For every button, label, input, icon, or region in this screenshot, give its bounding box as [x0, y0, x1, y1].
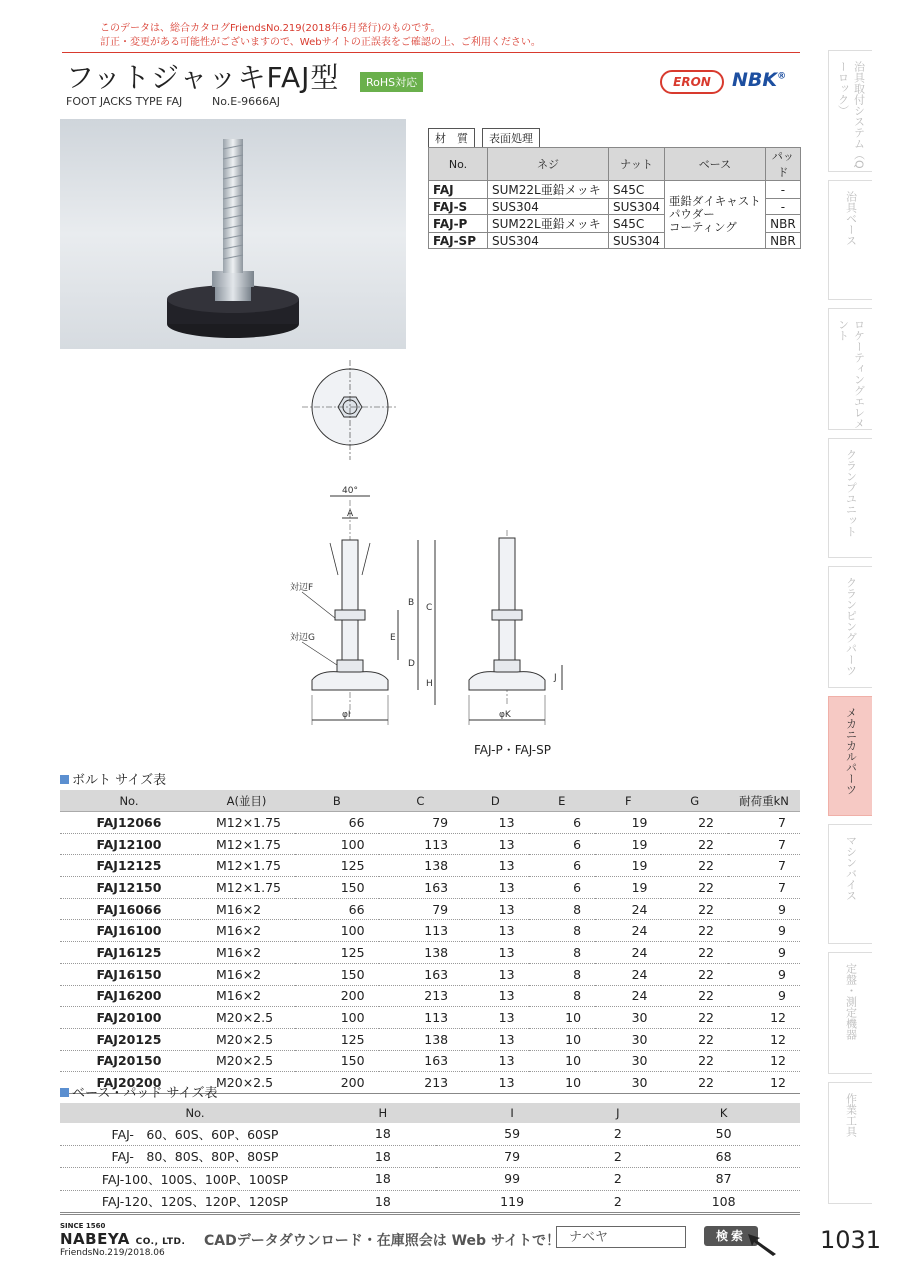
pad-cell-j: 2 [588, 1190, 647, 1213]
bolt-cell-no: FAJ16100 [60, 920, 198, 942]
sidebar-item[interactable]: ロケーティングエレメント [828, 308, 872, 430]
bolt-cell-a: M16×2 [198, 920, 295, 942]
bolt-cell-e: 6 [529, 855, 595, 877]
mat-no: FAJ [429, 181, 488, 199]
bolt-section-title [60, 769, 166, 788]
bolt-cell-g: 22 [661, 963, 728, 985]
bolt-cell-e: 10 [529, 1050, 595, 1072]
pad-section-label: ベース・パッド サイズ表 [72, 1086, 218, 1101]
bolt-col-f: F [595, 790, 661, 812]
bolt-cell-load: 12 [728, 1028, 800, 1050]
bolt-cell-d: 13 [462, 920, 528, 942]
bolt-cell-f: 24 [595, 985, 661, 1007]
pad-cell-i: 59 [436, 1123, 589, 1145]
bolt-col-c: C [379, 790, 463, 812]
bolt-cell-g: 22 [661, 898, 728, 920]
bolt-cell-a: M16×2 [198, 963, 295, 985]
page-number: 1031 [820, 1226, 882, 1254]
bolt-cell-no: FAJ16125 [60, 942, 198, 964]
side-view [469, 530, 562, 725]
bolt-cell-a: M20×2.5 [198, 1028, 295, 1050]
pad-cell-i: 119 [436, 1190, 589, 1213]
foot-jack-image [60, 119, 406, 349]
mat-no: FAJ-SP [429, 233, 488, 249]
drawing-caption: FAJ-P・FAJ-SP [474, 743, 551, 757]
table-row [60, 985, 800, 1007]
bolt-cell-f: 19 [595, 855, 661, 877]
page-title: フットジャッキFAJ型 [66, 61, 340, 94]
bolt-cell-c: 213 [379, 985, 463, 1007]
technical-drawing [280, 360, 600, 735]
pad-cell-no: FAJ- 80、80S、80P、80SP [60, 1145, 330, 1168]
bolt-cell-e: 8 [529, 898, 595, 920]
bolt-cell-d: 13 [462, 942, 528, 964]
bolt-cell-f: 24 [595, 898, 661, 920]
bolt-col-a: A(並目) [198, 790, 295, 812]
bolt-cell-g: 22 [661, 1050, 728, 1072]
footer-divider [60, 1214, 800, 1215]
bolt-cell-d: 13 [462, 1050, 528, 1072]
bolt-cell-e: 10 [529, 1007, 595, 1029]
bolt-cell-load: 9 [728, 985, 800, 1007]
pad-cell-no: FAJ-120、120S、120P、120SP [60, 1190, 330, 1213]
mat-col-base: ベース [664, 148, 765, 181]
catalog-version: FriendsNo.219/2018.06 [60, 1248, 165, 1258]
bolt-section-label: ボルト サイズ表 [72, 773, 167, 788]
pad-col-k: K [647, 1103, 800, 1123]
mat-pad: - [765, 199, 800, 215]
bolt-col-load: 耐荷重kN [728, 790, 800, 812]
label-i: φI [342, 710, 351, 720]
bolt-col-b: B [295, 790, 379, 812]
cad-download-text: CADデータダウンロード・在庫照会は Web サイトで！ [204, 1233, 560, 1249]
bolt-cell-load: 9 [728, 920, 800, 942]
bolt-cell-c: 79 [379, 812, 463, 834]
bolt-cell-e: 8 [529, 963, 595, 985]
bolt-cell-a: M16×2 [198, 942, 295, 964]
mat-pad: - [765, 181, 800, 199]
front-view [302, 496, 435, 725]
bolt-cell-b: 100 [295, 833, 379, 855]
nbk-logo: NBK® [732, 69, 787, 91]
bolt-cell-no: FAJ20150 [60, 1050, 198, 1072]
bolt-table [60, 790, 800, 1094]
pad-cell-j: 2 [588, 1168, 647, 1191]
bolt-cell-load: 7 [728, 833, 800, 855]
mat-base [664, 181, 765, 249]
sidebar-item[interactable]: 治具ベース [828, 180, 872, 300]
bolt-cell-d: 13 [462, 898, 528, 920]
nbk-logo-text: NBK [732, 69, 778, 91]
pad-cell-j: 2 [588, 1123, 647, 1145]
material-header [429, 148, 801, 181]
bolt-cell-g: 22 [661, 942, 728, 964]
bolt-cell-g: 22 [661, 833, 728, 855]
material-table [428, 147, 801, 249]
surface-tag: 表面処理 [482, 128, 540, 148]
bolt-cell-load: 12 [728, 1007, 800, 1029]
bolt-cell-d: 13 [462, 833, 528, 855]
mat-screw: SUM22L亜鉛メッキ [488, 181, 609, 199]
bolt-cell-c: 163 [379, 963, 463, 985]
pad-cell-k: 108 [647, 1190, 800, 1213]
pad-cell-h: 18 [330, 1190, 436, 1213]
pad-col-no: No. [60, 1103, 330, 1123]
mat-pad: NBR [765, 233, 800, 249]
top-view [302, 360, 398, 460]
label-a: A [347, 509, 354, 519]
bolt-cell-a: M20×2.5 [198, 1007, 295, 1029]
bolt-cell-g: 22 [661, 1007, 728, 1029]
bolt-cell-e: 6 [529, 833, 595, 855]
table-row [60, 1028, 800, 1050]
material-tag: 材 質 [428, 128, 475, 148]
bolt-cell-d: 13 [462, 877, 528, 899]
bolt-cell-b: 66 [295, 812, 379, 834]
mat-nut: S45C [609, 215, 665, 233]
bolt-cell-a: M16×2 [198, 985, 295, 1007]
label-b: B [408, 598, 415, 608]
bolt-cell-g: 22 [661, 855, 728, 877]
label-h: H [426, 679, 433, 689]
bolt-cell-b: 125 [295, 855, 379, 877]
search-input[interactable]: ナベヤ [556, 1226, 686, 1248]
sidebar-item[interactable]: マシンバイス [828, 824, 872, 944]
product-photo [60, 119, 406, 349]
bolt-cell-c: 113 [379, 920, 463, 942]
table-row [60, 1123, 800, 1145]
mat-pad: NBR [765, 215, 800, 233]
bolt-cell-b: 100 [295, 920, 379, 942]
label-g: 対辺G [290, 633, 315, 643]
bolt-cell-b: 100 [295, 1007, 379, 1029]
bolt-cell-no: FAJ16066 [60, 898, 198, 920]
table-row [60, 1190, 800, 1213]
label-k: φK [499, 710, 511, 720]
sidebar-item[interactable]: 作業工具 [828, 1082, 872, 1204]
bolt-cell-b: 150 [295, 1050, 379, 1072]
table-row [60, 812, 800, 834]
mat-base-line-1: 亜鉛ダイキャスト [668, 194, 761, 208]
bolt-cell-g: 22 [661, 812, 728, 834]
bolt-cell-f: 19 [595, 833, 661, 855]
company-suffix: CO., LTD. [135, 1237, 186, 1247]
bolt-cell-no: FAJ12100 [60, 833, 198, 855]
bolt-cell-b: 150 [295, 963, 379, 985]
sidebar-item[interactable]: 治具取付システム（Qーロック） [828, 50, 872, 172]
bolt-cell-e: 6 [529, 877, 595, 899]
bolt-cell-a: M20×2.5 [198, 1072, 295, 1094]
section-marker [60, 1088, 69, 1097]
pad-cell-i: 99 [436, 1168, 589, 1191]
bolt-cell-no: FAJ20100 [60, 1007, 198, 1029]
bolt-cell-g: 22 [661, 1028, 728, 1050]
pad-header [60, 1103, 800, 1123]
pad-cell-k: 50 [647, 1123, 800, 1145]
table-row [60, 942, 800, 964]
pad-cell-h: 18 [330, 1168, 436, 1191]
table-row [429, 181, 801, 199]
sidebar-item[interactable]: クランプユニット [828, 438, 872, 558]
bolt-cell-c: 213 [379, 1072, 463, 1094]
mat-screw: SUM22L亜鉛メッキ [488, 215, 609, 233]
since-label: SINCE 1560 [60, 1222, 106, 1230]
sidebar-item[interactable]: クランピングパーツ [828, 566, 872, 688]
bolt-cell-d: 13 [462, 1007, 528, 1029]
bolt-cell-c: 163 [379, 1050, 463, 1072]
bolt-cell-d: 13 [462, 855, 528, 877]
bolt-cell-b: 150 [295, 877, 379, 899]
bolt-cell-g: 22 [661, 1072, 728, 1094]
label-d: D [408, 659, 415, 669]
bolt-cell-d: 13 [462, 812, 528, 834]
bolt-col-e: E [529, 790, 595, 812]
bolt-cell-b: 125 [295, 1028, 379, 1050]
bolt-cell-no: FAJ16200 [60, 985, 198, 1007]
bolt-cell-e: 8 [529, 920, 595, 942]
bolt-cell-g: 22 [661, 877, 728, 899]
eron-logo: ERON [660, 70, 724, 94]
bolt-col-d: D [462, 790, 528, 812]
bolt-cell-no: FAJ16150 [60, 963, 198, 985]
mat-col-screw: ネジ [488, 148, 609, 181]
table-row [60, 855, 800, 877]
bolt-cell-c: 163 [379, 877, 463, 899]
mat-no: FAJ-P [429, 215, 488, 233]
pad-cell-k: 68 [647, 1145, 800, 1168]
label-c: C [426, 603, 433, 613]
mat-screw: SUS304 [488, 233, 609, 249]
bolt-cell-e: 8 [529, 985, 595, 1007]
bolt-cell-a: M20×2.5 [198, 1050, 295, 1072]
pad-cell-h: 18 [330, 1123, 436, 1145]
bolt-cell-a: M16×2 [198, 898, 295, 920]
pad-cell-no: FAJ- 60、60S、60P、60SP [60, 1123, 330, 1145]
bolt-cell-no: FAJ20125 [60, 1028, 198, 1050]
notice [100, 22, 541, 50]
bolt-cell-c: 138 [379, 942, 463, 964]
bolt-cell-b: 200 [295, 985, 379, 1007]
bolt-cell-e: 10 [529, 1028, 595, 1050]
label-f: 対辺F [290, 583, 314, 593]
section-marker [60, 775, 69, 784]
table-row [60, 1050, 800, 1072]
bolt-cell-e: 6 [529, 812, 595, 834]
bolt-cell-f: 30 [595, 1007, 661, 1029]
bolt-cell-f: 30 [595, 1072, 661, 1094]
bolt-cell-load: 9 [728, 898, 800, 920]
pad-section-title [60, 1082, 217, 1101]
bolt-cell-b: 200 [295, 1072, 379, 1094]
table-row [60, 1145, 800, 1168]
bolt-cell-c: 79 [379, 898, 463, 920]
bolt-cell-a: M12×1.75 [198, 812, 295, 834]
bolt-cell-g: 22 [661, 985, 728, 1007]
label-j: J [554, 673, 557, 683]
table-row [60, 920, 800, 942]
bolt-cell-d: 13 [462, 1028, 528, 1050]
page-subtitle: FOOT JACKS TYPE FAJ [66, 95, 183, 108]
bolt-cell-load: 7 [728, 855, 800, 877]
table-row [60, 877, 800, 899]
bolt-cell-c: 113 [379, 1007, 463, 1029]
bolt-cell-f: 30 [595, 1028, 661, 1050]
pad-col-h: H [330, 1103, 436, 1123]
label-angle: 40° [342, 486, 358, 496]
bolt-cell-load: 7 [728, 877, 800, 899]
table-row [60, 1007, 800, 1029]
bolt-col-g: G [661, 790, 728, 812]
mat-no: FAJ-S [429, 199, 488, 215]
mat-base-line-3: コーティング [668, 220, 737, 234]
pad-cell-j: 2 [588, 1145, 647, 1168]
bolt-cell-c: 113 [379, 833, 463, 855]
bolt-cell-f: 24 [595, 920, 661, 942]
bolt-cell-f: 24 [595, 963, 661, 985]
bolt-cell-d: 13 [462, 1072, 528, 1094]
bolt-header [60, 790, 800, 812]
bolt-col-no: No. [60, 790, 198, 812]
bolt-cell-a: M12×1.75 [198, 833, 295, 855]
bolt-cell-no: FAJ12066 [60, 812, 198, 834]
cursor-arrow-icon [746, 1232, 780, 1256]
sidebar-item[interactable]: 定盤・測定機器 [828, 952, 872, 1074]
label-e: E [390, 633, 396, 643]
bolt-cell-b: 125 [295, 942, 379, 964]
mat-col-nut: ナット [609, 148, 665, 181]
bolt-cell-no: FAJ12150 [60, 877, 198, 899]
bolt-cell-f: 24 [595, 942, 661, 964]
bolt-cell-load: 7 [728, 812, 800, 834]
bolt-cell-load: 12 [728, 1050, 800, 1072]
bolt-cell-d: 13 [462, 985, 528, 1007]
mat-col-pad: パッド [765, 148, 800, 181]
bolt-cell-f: 19 [595, 812, 661, 834]
product-number: No.E-9666AJ [212, 95, 280, 108]
bolt-cell-a: M12×1.75 [198, 855, 295, 877]
table-row [60, 898, 800, 920]
search-button[interactable]: 検索 [704, 1226, 758, 1246]
mat-nut: SUS304 [609, 233, 665, 249]
bolt-cell-no: FAJ20200 [60, 1072, 198, 1094]
bolt-cell-c: 138 [379, 855, 463, 877]
mat-base-line-2: パウダー [668, 207, 715, 221]
notice-line-2: 訂正・変更がある可能性がございますので、Webサイトの正誤表をご確認の上、ご利用ください。 [100, 37, 541, 48]
mat-nut: SUS304 [609, 199, 665, 215]
table-row [60, 963, 800, 985]
bolt-cell-e: 8 [529, 942, 595, 964]
pad-cell-h: 18 [330, 1145, 436, 1168]
bolt-cell-g: 22 [661, 920, 728, 942]
mat-col-no: No. [429, 148, 488, 181]
pad-col-i: I [436, 1103, 589, 1123]
bolt-cell-d: 13 [462, 963, 528, 985]
bolt-cell-e: 10 [529, 1072, 595, 1094]
bolt-cell-load: 9 [728, 942, 800, 964]
bolt-cell-f: 19 [595, 877, 661, 899]
bolt-cell-f: 30 [595, 1050, 661, 1072]
bolt-cell-no: FAJ12125 [60, 855, 198, 877]
bolt-cell-a: M12×1.75 [198, 877, 295, 899]
table-row [60, 1168, 800, 1191]
sidebar-item[interactable]: メカニカルパーツ [828, 696, 872, 816]
bolt-cell-load: 12 [728, 1072, 800, 1094]
table-row [60, 833, 800, 855]
mat-nut: S45C [609, 181, 665, 199]
pad-cell-i: 79 [436, 1145, 589, 1168]
header-divider [62, 52, 800, 53]
bolt-cell-b: 66 [295, 898, 379, 920]
notice-line-1: このデータは、総合カタログFriendsNo.219(2018年6月発行)のものです。 [100, 23, 441, 34]
pad-table [60, 1103, 800, 1213]
mat-screw: SUS304 [488, 199, 609, 215]
pad-col-j: J [588, 1103, 647, 1123]
bolt-cell-load: 9 [728, 963, 800, 985]
pad-cell-k: 87 [647, 1168, 800, 1191]
rohs-badge: RoHS対応 [360, 72, 423, 92]
bolt-cell-c: 138 [379, 1028, 463, 1050]
pad-cell-no: FAJ-100、100S、100P、100SP [60, 1168, 330, 1191]
company-logo [60, 1230, 185, 1248]
company-name: NABEYA [60, 1230, 130, 1248]
